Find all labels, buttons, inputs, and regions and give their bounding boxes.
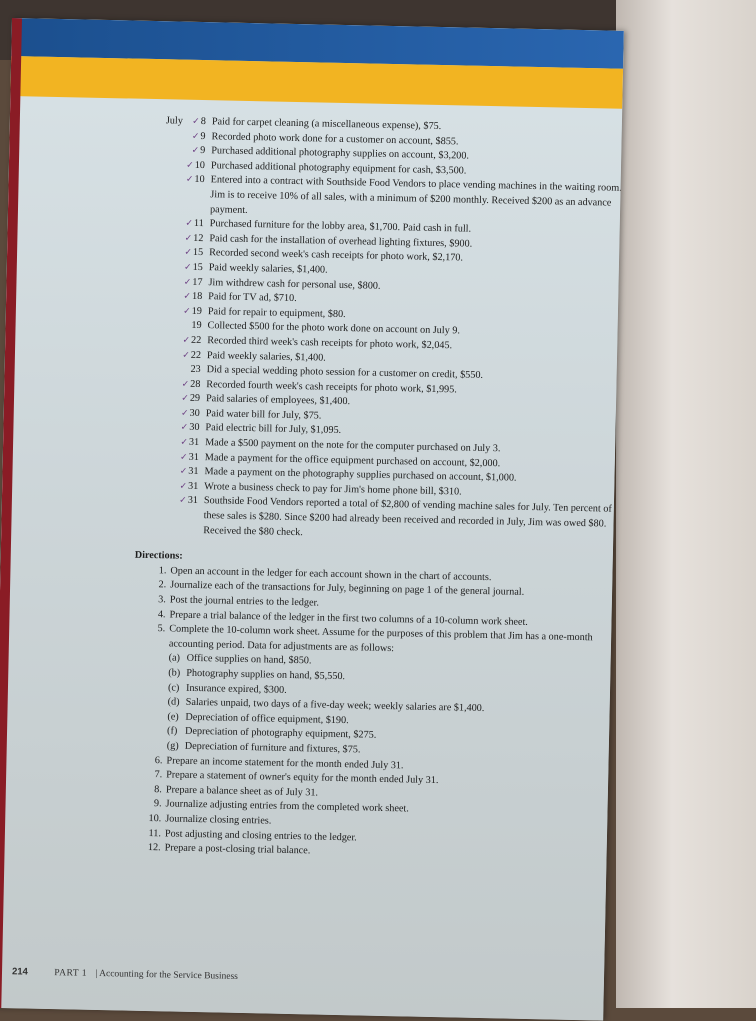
transaction-month: July xyxy=(165,115,183,127)
direction-step-text: Journalize closing entries. xyxy=(165,813,272,827)
checkmark-icon: ✓ xyxy=(179,466,188,478)
adjustment-item-text: Depreciation of office equipment, $190. xyxy=(185,711,349,726)
checkmark-icon: ✓ xyxy=(185,218,194,229)
transaction-description: Jim withdrew cash for personal use, $800. xyxy=(208,276,381,292)
transaction-day: 11 xyxy=(193,218,204,230)
transaction-description: Paid for TV ad, $710. xyxy=(208,291,297,305)
transaction-date xyxy=(153,450,205,466)
transaction-description: Paid salaries of employees, $1,400. xyxy=(205,393,351,408)
transaction-date xyxy=(154,391,206,407)
transaction-description: Collected $500 for the photo work done on account on July 9. xyxy=(207,320,461,337)
adjustment-item-number: (c) xyxy=(167,681,180,694)
transaction-date xyxy=(154,377,206,393)
transaction-date xyxy=(153,435,205,451)
checkmark-icon: ✓ xyxy=(183,277,192,288)
transaction-date xyxy=(157,260,209,276)
transaction-day: 22 xyxy=(190,334,202,346)
transaction-day: 31 xyxy=(187,480,199,492)
page-content xyxy=(134,114,623,865)
transaction-date xyxy=(155,333,207,349)
checkmark-icon: ✓ xyxy=(183,291,192,302)
facing-page xyxy=(616,0,756,1008)
transaction-day: 12 xyxy=(193,232,204,244)
adjustment-item-text: Salaries unpaid, two days of a five-day week; weekly salaries are $1,400. xyxy=(185,696,485,715)
transaction-day: 15 xyxy=(192,247,204,259)
section-title: Accounting for the Service Business xyxy=(99,969,239,982)
adjustments-list xyxy=(147,651,619,763)
transaction-date xyxy=(151,493,204,538)
adjustment-item-number: (f) xyxy=(166,725,178,737)
page-number: 214 xyxy=(11,966,28,978)
directions-title: Directions: xyxy=(134,549,183,562)
transaction-day: 9 xyxy=(200,130,206,142)
adjustment-item-number: (g) xyxy=(166,740,179,752)
transaction-day: 15 xyxy=(192,261,203,273)
checkmark-icon: ✓ xyxy=(180,408,189,419)
transaction-day: 19 xyxy=(191,320,202,332)
transaction-date xyxy=(159,158,211,174)
checkmark-icon: ✓ xyxy=(179,496,187,507)
transaction-description: Made a payment on the photography supplies purchased on account, $1,000. xyxy=(204,466,517,484)
direction-step-text: Journalize each of the transactions for July, beginning on page 1 of the general journal. xyxy=(170,579,525,599)
transaction-day: 31 xyxy=(188,466,199,478)
transaction-description: Purchased additional photography supplies on account, $3,200. xyxy=(211,145,470,162)
transaction-description: Made a $500 payment on the note for the computer purchased on July 3. xyxy=(205,437,501,455)
checkmark-icon: ✓ xyxy=(179,481,188,492)
direction-step-number: 8. xyxy=(154,783,162,796)
transaction-description: Made a payment for the office equipment purchased on account, $2,000. xyxy=(204,451,501,469)
transaction-description: Paid weekly salaries, $1,400. xyxy=(208,262,328,276)
transaction-date xyxy=(156,304,208,320)
transaction-description: Purchased additional photography equipment for cash, $3,500. xyxy=(210,159,467,177)
direction-step-text: Post the journal entries to the ledger. xyxy=(169,594,320,609)
textbook-page xyxy=(0,18,624,1021)
transaction-description: Paid weekly salaries, $1,400. xyxy=(206,349,326,364)
directions-steps-continued xyxy=(144,754,616,866)
adjustment-item-text: Depreciation of furniture and fixtures, $75. xyxy=(184,740,361,756)
transaction-description: Paid for repair to equipment, $80. xyxy=(207,305,346,320)
transaction-day: 19 xyxy=(191,305,203,317)
checkmark-icon: ✓ xyxy=(182,335,191,346)
direction-step-number: 11. xyxy=(148,827,162,839)
transaction-date xyxy=(159,129,211,145)
transaction-description: Purchased furniture for the lobby area, $1,700. Paid cash in full. xyxy=(209,218,472,235)
transaction-date xyxy=(155,348,207,364)
footer-separator: | xyxy=(95,968,98,979)
transaction-day: 22 xyxy=(190,349,202,361)
direction-step-number: 4. xyxy=(157,608,166,620)
adjustment-item-text: Photography supplies on hand, $5,550. xyxy=(186,667,346,683)
transaction-day: 9 xyxy=(200,145,206,157)
direction-step-number: 1. xyxy=(158,565,167,577)
transaction-date xyxy=(154,406,206,422)
direction-step-number: 9. xyxy=(153,798,162,810)
direction-step-number: 10. xyxy=(148,812,162,825)
checkmark-icon: ✓ xyxy=(186,160,194,171)
transaction-description: Paid water bill for July, $75. xyxy=(205,408,322,422)
direction-step-text: Prepare a balance sheet as of July 31. xyxy=(165,784,319,799)
transaction-description: Paid cash for the installation of overhead lighting fixtures, $900. xyxy=(209,232,473,250)
transaction-description: Paid electric bill for July, $1,095. xyxy=(205,422,342,437)
transaction-date xyxy=(155,362,207,378)
direction-step-text: Complete the 10-column work sheet. Assume for the purposes of this problem that Jim has a one-month accounting period. Data for adjustments are as follows: xyxy=(168,623,593,654)
transaction-description: Recorded third week's cash receipts for photo work, $2,045. xyxy=(207,335,453,352)
checkmark-icon: ✓ xyxy=(180,437,189,448)
checkmark-icon: ✓ xyxy=(182,350,190,361)
transaction-date xyxy=(157,245,209,261)
checkmark-icon: ✓ xyxy=(180,423,189,434)
transaction-day: 31 xyxy=(188,451,199,463)
transaction-description: Paid for carpet cleaning (a miscellaneous expense), $75. xyxy=(211,116,442,133)
transaction-description: Recorded fourth week's cash receipts for photo work, $1,995. xyxy=(206,378,457,396)
checkmark-icon: ✓ xyxy=(192,116,200,127)
part-label: PART 1 xyxy=(54,968,88,979)
transaction-date xyxy=(155,318,207,334)
direction-step-number: 7. xyxy=(154,769,163,781)
transaction-date xyxy=(153,421,205,437)
transaction-date xyxy=(157,231,209,247)
direction-step-text: Prepare a statement of owner's equity for the month ended July 31. xyxy=(166,769,439,787)
checkmark-icon: ✓ xyxy=(183,306,191,317)
adjustment-item-number: (a) xyxy=(168,652,181,665)
transaction-day: 10 xyxy=(194,174,205,186)
transaction-date xyxy=(160,114,212,130)
transaction-date xyxy=(159,143,211,159)
direction-step-number: 2. xyxy=(158,579,167,591)
checkmark-icon: ✓ xyxy=(179,452,188,463)
directions-steps xyxy=(149,564,621,661)
adjustment-item-text: Insurance expired, $300. xyxy=(185,682,287,696)
adjustment-item-number: (d) xyxy=(167,696,180,708)
adjustment-item-text: Office supplies on hand, $850. xyxy=(186,653,312,667)
checkmark-icon: ✓ xyxy=(181,393,189,405)
transaction-day: 18 xyxy=(191,290,203,303)
transaction-date xyxy=(158,216,210,232)
transaction-description: Entered into a contract with Southside Food Vendors to place vending machines in the waiting room. Jim is to receive 10% of all sales, with a minimum of $200 monthly. Received $200 as an advance payment. xyxy=(209,174,622,216)
direction-step-text: Prepare a post-closing trial balance. xyxy=(164,842,311,857)
checkmark-icon: ✓ xyxy=(184,248,193,259)
transaction-description: Southside Food Vendors reported a total of $2,800 of vending machine sales for July. Ten percent of these sales is $280. Since $200 had already been received and recorded in July, Jim was owed $80. Received the $80 check. xyxy=(203,495,612,538)
checkmark-icon: ✓ xyxy=(185,175,194,186)
transaction-date xyxy=(156,275,208,291)
direction-step-number: 6. xyxy=(154,754,163,766)
direction-step-text: Journalize adjusting entries from the completed work sheet. xyxy=(165,798,409,815)
checkmark-icon: ✓ xyxy=(191,131,200,142)
transaction-day: 30 xyxy=(189,422,200,434)
transaction-list xyxy=(151,114,624,547)
transaction-date xyxy=(152,479,204,495)
transaction-day: 31 xyxy=(188,436,200,449)
transaction-day: 23 xyxy=(190,363,201,376)
direction-step-number: 5. xyxy=(157,623,166,635)
transaction-date xyxy=(158,172,211,217)
transaction-day: 29 xyxy=(189,393,201,405)
transaction-description: Recorded photo work done for a customer on account, $855. xyxy=(211,130,459,147)
transaction-description: Did a special wedding photo session for a customer on credit, $550. xyxy=(206,364,484,382)
direction-step-text: Open an account in the ledger for each account shown in the chart of accounts. xyxy=(170,565,492,583)
direction-step-text: Prepare a trial balance of the ledger in the first two columns of a 10-column work sheet. xyxy=(169,609,529,628)
direction-step-number: 3. xyxy=(158,594,166,606)
checkmark-icon: ✓ xyxy=(184,233,193,244)
transaction-day: 17 xyxy=(192,276,203,288)
transaction-day: 8 xyxy=(200,115,206,128)
direction-step-text: Post adjusting and closing entries to the ledger. xyxy=(164,827,357,843)
direction-step-text: Prepare an income statement for the month ended July 31. xyxy=(166,754,404,771)
checkmark-icon: ✓ xyxy=(191,145,200,157)
directions-section xyxy=(134,549,620,865)
transaction-day: 28 xyxy=(190,378,201,390)
transaction-day: 10 xyxy=(194,159,206,171)
transaction-description: Recorded second week's cash receipts for photo work, $2,170. xyxy=(209,247,464,264)
transaction-day: 30 xyxy=(189,407,200,419)
checkmark-icon: ✓ xyxy=(181,379,190,390)
adjustment-item-number: (e) xyxy=(167,711,179,723)
checkmark-icon: ✓ xyxy=(183,262,192,273)
direction-step-number: 12. xyxy=(147,842,161,854)
adjustment-item-text: Depreciation of photography equipment, $275. xyxy=(184,726,377,742)
transaction-date xyxy=(152,464,204,480)
transaction-description: Wrote a business check to pay for Jim's home phone bill, $310. xyxy=(204,480,462,498)
adjustment-item-number: (b) xyxy=(168,667,181,679)
transaction-date xyxy=(156,289,208,305)
transaction-row xyxy=(151,493,622,547)
transaction-day: 31 xyxy=(187,495,199,507)
